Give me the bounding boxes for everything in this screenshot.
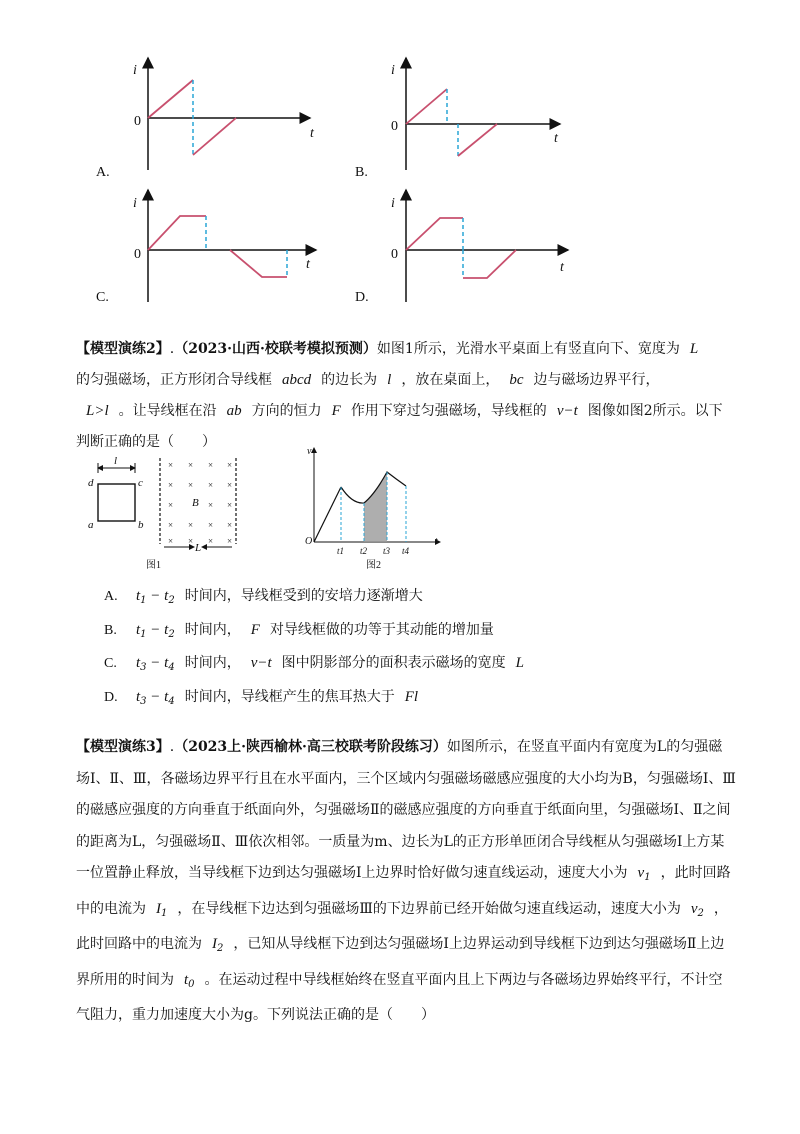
option-text: 时间内， [184, 622, 241, 638]
option-letter: A. [104, 589, 118, 604]
math-t: t [136, 689, 141, 705]
current-line [406, 218, 463, 250]
option-letter: D. [104, 690, 118, 705]
option-text: 对导线框做的功等于其动能的增加量 [269, 622, 494, 638]
svg-text:×: × [188, 520, 194, 530]
axis-i-label: i [133, 63, 137, 78]
corner-c: c [138, 477, 143, 489]
math-v: v [690, 900, 698, 917]
svg-text:×: × [188, 460, 194, 470]
math-t: t [136, 588, 141, 604]
svg-text:×: × [168, 500, 174, 510]
math-t: t [164, 588, 169, 604]
q3-dot: . [169, 739, 175, 755]
option-letter: B. [104, 623, 117, 638]
math-sub: 1 [161, 907, 168, 919]
current-line [148, 80, 193, 118]
svg-text:×: × [188, 536, 194, 546]
svg-text:×: × [188, 480, 194, 490]
math-F: F [250, 622, 260, 638]
tick-t3: t3 [383, 546, 391, 556]
math-sub: 3 [140, 696, 147, 707]
math-t: t [164, 689, 169, 705]
q2-stem [76, 334, 736, 458]
current-line [193, 118, 236, 155]
math-condition: L>l [86, 403, 109, 419]
graph-c [96, 190, 316, 305]
q3-text: ，此时回路中的电流为 [76, 900, 728, 952]
corner-b: b [138, 519, 144, 531]
tick-t2: t2 [360, 546, 368, 556]
math-l: l [387, 372, 392, 388]
svg-text:×: × [227, 460, 233, 470]
q2-dot: . [169, 341, 175, 357]
fig2-O-label: O [305, 536, 313, 547]
math-sub: 4 [168, 696, 175, 707]
math-sub: 4 [168, 662, 175, 673]
axis-i-label: i [391, 196, 395, 211]
tick-t1: t1 [337, 546, 345, 556]
math-I: I [212, 936, 217, 952]
field-crosses [168, 460, 232, 546]
velocity-curve [314, 487, 341, 542]
math-vt: v−t [556, 403, 578, 419]
math-sub: 2 [168, 595, 175, 606]
svg-text:×: × [227, 500, 233, 510]
option-letter: C. [104, 656, 117, 671]
current-line [406, 89, 447, 124]
q3-tag: 【模型演练3】 [76, 739, 170, 755]
option-d-label: D. [355, 290, 369, 305]
q2-option-b[interactable]: B. $t_1 - t_2$ 时间内， F 对导线框做的功等于其动能的增加量 [104, 622, 494, 640]
svg-text:×: × [227, 480, 233, 490]
origin-label: 0 [391, 247, 398, 262]
svg-text:×: × [168, 480, 174, 490]
option-text: 时间内，导线框产生的焦耳热大于 [184, 689, 395, 705]
current-line [458, 124, 497, 156]
svg-text:×: × [208, 520, 214, 530]
axis-i-label: i [133, 196, 137, 211]
fig1-l-label: l [114, 455, 118, 467]
q2-option-c[interactable]: C. $t_3 - t_4$ 时间内， v−t 图中阴影部分的面积表示磁场的宽度 L [104, 655, 525, 673]
math-vt: v−t [250, 655, 272, 671]
q2-text: 。让导线框在沿 [118, 403, 217, 419]
math-sub: 2 [168, 629, 175, 640]
axis-t-label: t [306, 257, 310, 272]
svg-text:×: × [208, 536, 214, 546]
q3-source: （2023上·陕西榆林·高三校联考阶段练习） [174, 739, 447, 755]
math-sub: 3 [140, 662, 147, 673]
math-abcd: abcd [282, 372, 312, 388]
math-sub: 2 [697, 907, 704, 919]
current-line [230, 250, 287, 277]
q2-text: 如图1所示，光滑水平桌面上有竖直向下、宽度为 [376, 341, 680, 357]
option-a-label: A. [96, 165, 110, 180]
q2-tag: 【模型演练2】 [76, 341, 170, 357]
math-sub: 1 [140, 595, 147, 606]
graph-a [96, 58, 315, 180]
svg-text:×: × [168, 536, 174, 546]
option-text: 时间内，导线框受到的安培力逐渐增大 [184, 588, 423, 604]
q3-text: ，已知从导线框下边到达匀强磁场Ⅰ上边界运动到导线框下边到达匀强磁场Ⅱ上边界所用的时间为 [76, 936, 725, 988]
math-t: t [184, 971, 189, 988]
q2-option-d[interactable]: D. $t_3 - t_4$ 时间内，导线框产生的焦耳热大于 Fl [104, 689, 419, 707]
q3-text: ，此时回路中的电流为 [76, 865, 731, 917]
math-t: t [164, 655, 169, 671]
math-L: L [689, 341, 699, 357]
svg-text:×: × [227, 520, 233, 530]
math-bc: bc [509, 372, 524, 388]
graph-b [355, 58, 560, 180]
q3-stem [76, 732, 736, 1032]
origin-label: 0 [134, 114, 141, 129]
axis-t-label: t [560, 260, 564, 275]
q2-text: 边与磁场边界平行， [533, 372, 660, 388]
figure-1 [88, 455, 236, 571]
figure-2 [305, 446, 440, 571]
corner-a: a [88, 519, 94, 531]
q2-text: ，放在桌面上， [401, 372, 500, 388]
math-sub: 1 [644, 872, 651, 883]
math-I: I [156, 900, 161, 917]
svg-text:×: × [227, 536, 233, 546]
svg-text:×: × [168, 520, 174, 530]
option-text: 时间内， [184, 655, 241, 671]
math-L: L [515, 655, 525, 671]
fig2-caption: 图2 [366, 560, 381, 571]
math-ab: ab [226, 403, 242, 419]
math-sub: 0 [188, 978, 195, 990]
corner-d: d [88, 477, 94, 489]
fig2-v-label: v [307, 446, 312, 457]
svg-text:×: × [168, 460, 174, 470]
math-t: t [164, 622, 169, 638]
q3-text: ，在导线框下边达到匀强磁场Ⅲ的下边界前已经开始做匀速直线运动，速度大小为 [177, 900, 681, 917]
q2-figures [80, 444, 460, 576]
current-line [148, 216, 206, 250]
option-text: 图中阴影部分的面积表示磁场的宽度 [281, 655, 506, 671]
q2-option-a[interactable]: A. $t_1 - t_2$ 时间内，导线框受到的安培力逐渐增大 [104, 588, 423, 606]
option-c-label: C. [96, 290, 109, 305]
axis-t-label: t [310, 126, 314, 141]
origin-label: 0 [134, 247, 141, 262]
origin-label: 0 [391, 119, 398, 134]
q2-source: （2023·山西·校联考模拟预测） [174, 341, 377, 357]
svg-text:×: × [208, 460, 214, 470]
fig1-L-label: L [195, 542, 202, 554]
svg-text:×: × [208, 500, 214, 510]
shaded-area [364, 472, 387, 542]
svg-text:×: × [208, 480, 214, 490]
option-b-label: B. [355, 165, 368, 180]
fig2-t-label: t [435, 536, 438, 547]
q2-text: 的匀强磁场，正方形闭合导线框 [76, 372, 272, 388]
graph-d [355, 190, 568, 305]
math-F: F [331, 403, 341, 419]
math-t: t [136, 655, 141, 671]
math-t: t [136, 622, 141, 638]
tick-t4: t4 [402, 546, 410, 556]
q2-text: 的边长为 [321, 372, 378, 388]
field-B-label: B [192, 497, 199, 509]
axis-i-label: i [391, 63, 395, 78]
graphs-area [0, 0, 800, 320]
q3-text: 如图所示，在竖直平面内有宽度为L的匀强磁场Ⅰ、Ⅱ、Ⅲ，各磁场边界平行且在水平面内，三个区域内匀强磁场磁感应强度的大小均为B，匀强磁场Ⅰ、Ⅲ的磁感应强度的方向垂直于纸面向外，匀强磁场Ⅱ的磁感应强度的方向垂直于纸面向里，匀强磁场Ⅰ、Ⅱ之间的距离为L，匀强磁场Ⅱ、Ⅲ依次相邻。一质量为m、边长为L的正方形单匝闭合导线框从匀强磁场Ⅰ上方某一位置静止释放，当导线框下边到达匀强磁场Ⅰ上边界时恰好做匀速直线运动，速度大小为 [76, 739, 736, 881]
math-sub: 2 [217, 943, 224, 954]
q2-text: 图像如图2所示。以下判断正确的是（ ） [76, 403, 723, 450]
math-Fl: Fl [404, 689, 419, 705]
q2-text: 方向的恒力 [251, 403, 322, 419]
current-line [463, 250, 516, 278]
q3-text: 。在运动过程中导线框始终在竖直平面内且上下两边与各磁场边界始终平行，不计空气阻力，重力加速度大小为g。下列说法正确的是（ ） [76, 971, 723, 1023]
fig1-caption: 图1 [146, 560, 161, 571]
axis-t-label: t [554, 131, 558, 146]
q2-text: 作用下穿过匀强磁场，导线框的 [350, 403, 547, 419]
wire-frame [98, 484, 135, 521]
math-v: v [637, 865, 645, 881]
math-sub: 1 [140, 629, 147, 640]
